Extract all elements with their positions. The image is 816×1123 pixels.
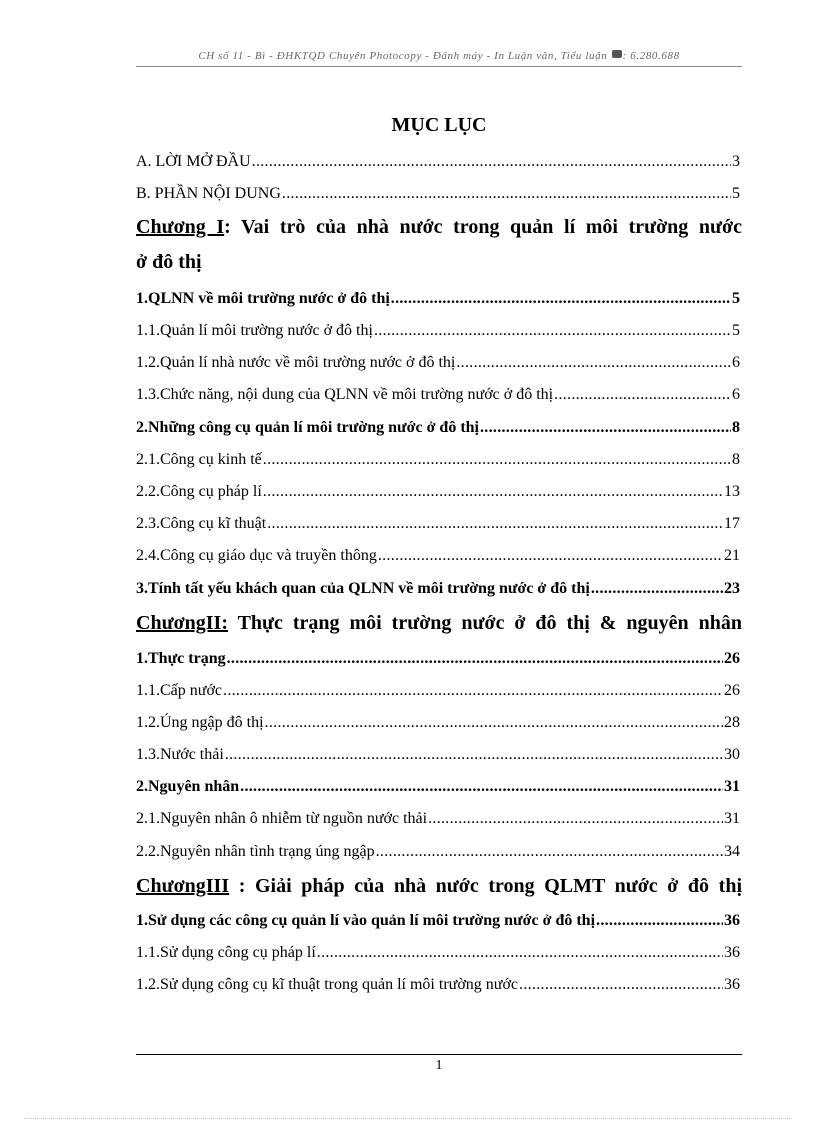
leader-dots: [480, 419, 731, 437]
toc-entry-page: 36: [724, 944, 740, 961]
toc-entry-page: 8: [732, 451, 740, 468]
chapter-title: : Giải pháp của nhà nước trong QLMT nước ở đô thị: [229, 875, 742, 897]
toc-entry-page: 8: [732, 419, 740, 436]
toc-entry[interactable]: [136, 419, 740, 437]
toc-entry-page: 21: [724, 547, 740, 564]
toc-entry-page: 23: [724, 580, 740, 597]
toc-entry-label: 1.2.Úng ngập đô thị: [136, 714, 264, 731]
leader-dots: [282, 185, 731, 203]
toc-entry-page: 28: [724, 714, 740, 731]
phone-icon: [612, 50, 622, 58]
toc-entry[interactable]: [136, 290, 740, 308]
toc-entry[interactable]: [136, 386, 740, 404]
toc-entry-label: 1.Sử dụng các công cụ quản lí vào quản lí môi trường nước ở đô thị: [136, 912, 596, 929]
header-phone: : 6.280.688: [622, 50, 680, 62]
leader-dots: [263, 451, 731, 469]
toc-entry-page: 31: [724, 778, 740, 795]
chapter-title: : Vai trò của nhà nước trong quản lí môi trường nước: [224, 216, 742, 238]
toc-entry[interactable]: [136, 976, 740, 994]
toc-entry-page: 3: [732, 153, 740, 170]
toc-entry[interactable]: [136, 153, 740, 171]
toc-entry-label: B. PHẦN NỘI DUNG: [136, 185, 281, 202]
toc-entry[interactable]: [136, 778, 740, 796]
toc-entry-page: 31: [724, 810, 740, 827]
toc-entry[interactable]: [136, 185, 740, 203]
toc-entry[interactable]: [136, 944, 740, 962]
chapter-prefix: ChươngII:: [136, 612, 228, 634]
leader-dots: [391, 290, 731, 308]
toc-entry-page: 36: [724, 912, 740, 929]
toc-entry-page: 13: [724, 483, 740, 500]
leader-dots: [374, 322, 731, 340]
toc-entry-page: 5: [732, 322, 740, 339]
toc-entry-page: 30: [724, 746, 740, 763]
page-bottom-border: [24, 1118, 792, 1119]
toc-entry-label: 1.2.Sử dụng công cụ kĩ thuật trong quản lí môi trường nước: [136, 976, 519, 993]
toc-entry[interactable]: [136, 650, 740, 668]
leader-dots: [252, 153, 731, 171]
leader-dots: [428, 810, 723, 828]
toc-entry-label: 2.1.Nguyên nhân ô nhiễm từ nguồn nước thải: [136, 810, 428, 827]
toc-entry-label: 1.1.Cấp nước: [136, 682, 223, 699]
toc-entry[interactable]: [136, 810, 740, 828]
chapter-title: Thực trạng môi trường nước ở đô thị & nguyên nhân: [228, 612, 742, 634]
leader-dots: [596, 912, 723, 930]
toc-entry-label: 2.Những công cụ quản lí môi trường nước ở đô thị: [136, 419, 479, 436]
toc-entry[interactable]: [136, 322, 740, 340]
toc-entry-label: 2.Nguyên nhân: [136, 778, 240, 795]
toc-entry[interactable]: [136, 580, 740, 598]
page-number: 1: [435, 1058, 443, 1073]
leader-dots: [225, 746, 723, 764]
toc-entry-label: 1.3.Chức năng, nội dung của QLNN về môi trường nước ở đô thị: [136, 386, 554, 403]
leader-dots: [240, 778, 723, 796]
toc-entry-label: 1.1.Quản lí môi trường nước ở đô thị: [136, 322, 373, 339]
toc-entry[interactable]: [136, 912, 740, 930]
toc-entry-page: 6: [732, 386, 740, 403]
toc-entry[interactable]: [136, 515, 740, 533]
leader-dots: [267, 515, 723, 533]
header-text: CH số 11 - Bì - ĐHKTQD Chuyên Photocopy - Đánh máy - In Luận văn, Tiểu luận: [198, 50, 608, 62]
toc-entry-label: 1.Thực trạng: [136, 650, 226, 667]
toc-entry-page: 34: [724, 843, 740, 860]
chapter-prefix: Chương I: [136, 216, 225, 238]
toc-entry-label: 2.3.Công cụ kĩ thuật: [136, 515, 267, 532]
toc-entry[interactable]: [136, 451, 740, 469]
chapter-title-continued: ở đô thị: [136, 251, 202, 273]
leader-dots: [227, 650, 723, 668]
toc-entry-label: 2.1.Công cụ kinh tế: [136, 451, 262, 468]
toc-entry-label: 2.2.Công cụ pháp lí: [136, 483, 262, 500]
leader-dots: [554, 386, 731, 404]
toc-entry-label: 2.2.Nguyên nhân tình trạng úng ngập: [136, 843, 375, 860]
toc-entry[interactable]: [136, 714, 740, 732]
leader-dots: [591, 580, 723, 598]
toc-entry-label: 2.4.Công cụ giáo dục và truyền thông: [136, 547, 377, 564]
footer-rule: [136, 1054, 742, 1055]
toc-entry-label: 1.2.Quản lí nhà nước về môi trường nước ở đô thị: [136, 354, 456, 371]
toc-entry[interactable]: [136, 547, 740, 565]
chapter-heading[interactable]: [136, 612, 742, 635]
toc-entry-label: 1.QLNN về môi trường nước ở đô thị: [136, 290, 390, 307]
toc-entry-label: A. LỜI MỞ ĐẦU: [136, 153, 251, 170]
chapter-heading[interactable]: [136, 875, 742, 898]
toc-entry[interactable]: [136, 354, 740, 372]
leader-dots: [263, 483, 723, 501]
toc-entry[interactable]: [136, 843, 740, 861]
toc-entry-page: 5: [732, 185, 740, 202]
toc-entry[interactable]: [136, 682, 740, 700]
chapter-prefix: ChươngIII: [136, 875, 230, 897]
toc-entry-page: 5: [732, 290, 740, 307]
toc-entry-page: 26: [724, 682, 740, 699]
toc-entry[interactable]: [136, 483, 740, 501]
toc-entry[interactable]: [136, 746, 740, 764]
page-header: [136, 50, 742, 62]
leader-dots: [456, 354, 731, 372]
leader-dots: [376, 843, 723, 861]
leader-dots: [378, 547, 723, 565]
leader-dots: [265, 714, 723, 732]
leader-dots: [519, 976, 723, 994]
toc-entry-page: 26: [724, 650, 740, 667]
toc-entry-page: 6: [732, 354, 740, 371]
toc-entry-label: 3.Tính tất yếu khách quan của QLNN về môi trường nước ở đô thị: [136, 580, 590, 597]
leader-dots: [317, 944, 723, 962]
toc-entry-label: 1.3.Nước thải: [136, 746, 224, 763]
toc-entry-label: 1.1.Sử dụng công cụ pháp lí: [136, 944, 316, 961]
page-title: MỤC LỤC: [391, 114, 487, 136]
toc-entry-page: 17: [724, 515, 740, 532]
chapter-heading[interactable]: [136, 216, 742, 239]
leader-dots: [223, 682, 723, 700]
toc-entry-page: 36: [724, 976, 740, 993]
header-rule: [136, 66, 742, 67]
